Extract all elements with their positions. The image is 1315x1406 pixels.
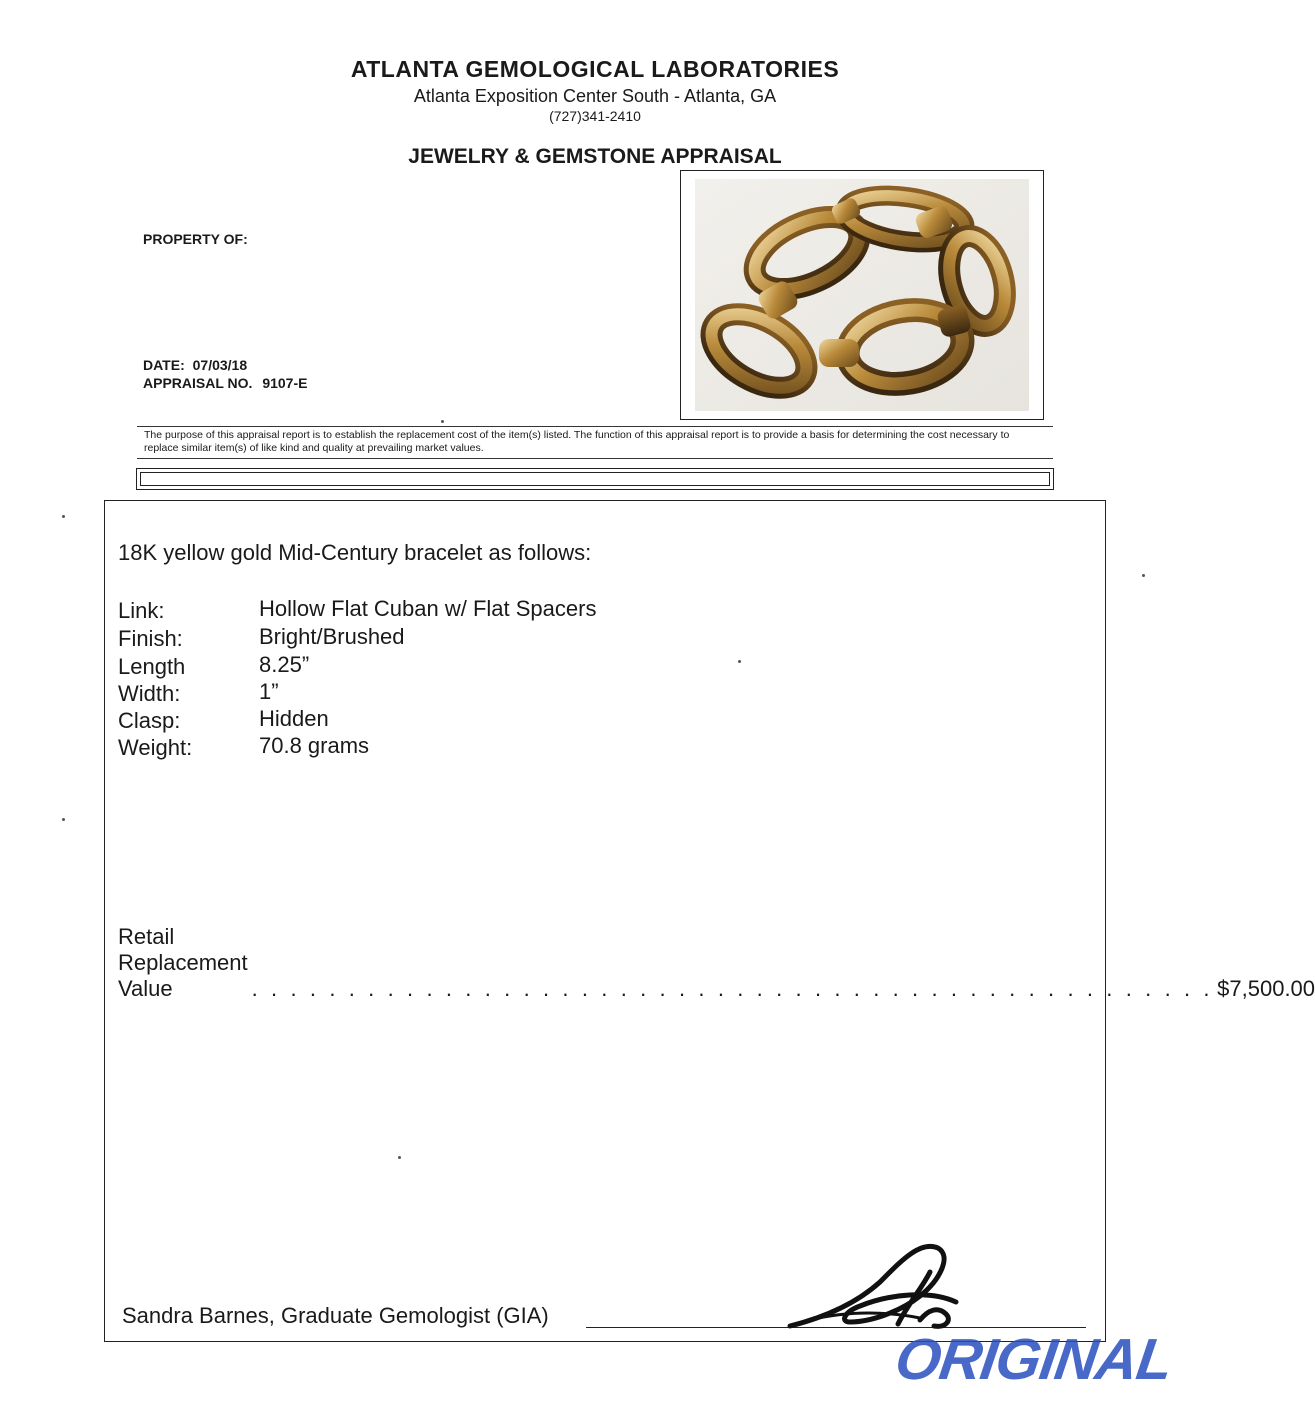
appraisal-no-label: APPRAISAL NO. xyxy=(143,375,253,391)
signatory-name: Sandra Barnes, Graduate Gemologist (GIA) xyxy=(122,1303,549,1328)
replacement-value-row xyxy=(118,918,1315,1002)
scan-speck xyxy=(441,420,444,423)
property-of-label: PROPERTY OF: xyxy=(143,231,248,247)
bracelet-image xyxy=(695,179,1029,411)
original-stamp: ORIGINAL xyxy=(891,1327,1177,1392)
lab-address: Atlanta Exposition Center South - Atlanta, GA xyxy=(413,86,777,106)
lab-name: ATLANTA GEMOLOGICAL LABORATORIES xyxy=(350,56,840,82)
appraisal-no-row xyxy=(143,375,307,391)
bracelet-photo xyxy=(680,170,1044,420)
document-title: JEWELRY & GEMSTONE APPRAISAL xyxy=(408,145,782,168)
scan-speck xyxy=(738,660,741,663)
date-value: 07/03/18 xyxy=(192,357,248,373)
leader-dots: . . . . . . . . . . . . . . . . . . . . . . . . . . . . . . . . . . . . . . . . . . . . . . . . . . xyxy=(251,976,1214,1001)
handwritten-signature xyxy=(770,1230,970,1335)
replacement-value-label: Retail Replacement Value xyxy=(118,924,248,1001)
spec-label: Length xyxy=(118,654,186,679)
scan-speck xyxy=(62,515,65,518)
spec-value: 70.8 grams xyxy=(259,733,370,758)
appraisal-no-value: 9107-E xyxy=(262,375,308,391)
date-row xyxy=(143,357,247,373)
spec-value: Hollow Flat Cuban w/ Flat Spacers xyxy=(259,596,597,621)
spec-label: Clasp: xyxy=(118,708,181,733)
lab-phone: (727)341-2410 xyxy=(549,108,641,124)
spec-value: 1” xyxy=(259,679,279,704)
spec-label: Finish: xyxy=(118,626,183,651)
double-rule-box xyxy=(136,468,1054,490)
spec-value: Hidden xyxy=(259,706,329,731)
scan-speck xyxy=(398,1156,401,1159)
purpose-statement: The purpose of this appraisal report is to establish the replacement cost of the item(s) listed. The function of this appraisal report is to provide a basis for determining the cost necessary to replace similar item(s) of like kind and quality at prevailing market values. xyxy=(144,429,1010,454)
spec-value: Bright/Brushed xyxy=(259,624,405,649)
scan-speck xyxy=(1142,574,1145,577)
item-description: 18K yellow gold Mid-Century bracelet as follows: xyxy=(118,540,592,565)
header-divider xyxy=(137,426,1053,427)
scan-speck xyxy=(62,818,65,821)
spec-label: Weight: xyxy=(118,735,193,760)
spec-label: Link: xyxy=(118,598,165,623)
replacement-value: $7,500.00 xyxy=(1217,976,1315,1001)
spec-label: Width: xyxy=(118,681,181,706)
date-label: DATE: xyxy=(143,357,185,373)
purpose-divider xyxy=(137,458,1053,459)
spec-value: 8.25” xyxy=(259,652,310,677)
